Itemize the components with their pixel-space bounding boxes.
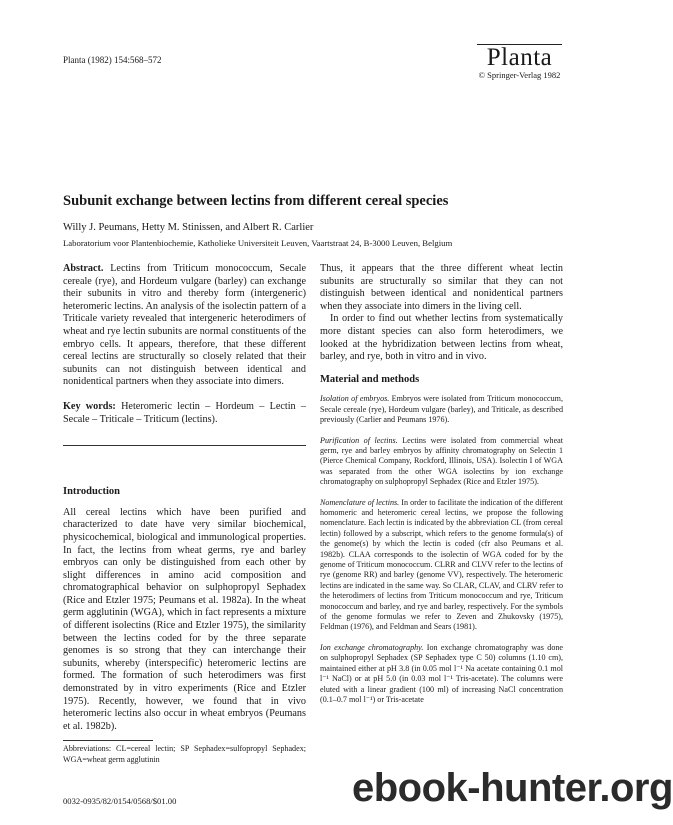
keywords-label: Key words:	[63, 400, 116, 412]
left-column	[63, 263, 306, 765]
introduction-text: All cereal lectins which have been purified and characterized to date have very similar biochemical, physicochemical, biological and immunological properties. In fact, the lectins from wheat germs, rye and barley embryos can only be distinguished from each other by slight differences in amino acid composition and chromatographical behavior on sulphopropyl Sephadex (Rice and Etzler 1975; Peumans et al. 1982a). In the wheat germ agglutinin (WGA), which in fact represents a mixture of different isolectins (Rice and Etzler 1975), the similarity between the lectins coded for by the three separate genomes is so strong that they can interchange their subunits, whereby (interspecific) heteromeric lectins are formed. The formation of such heterodimers was first demonstrated by in vitro experiments (Rice and Etzler 1975). Recently, however, we found that in vivo heteromeric lectins also occur in wheat embryos (Peumans et al. 1982b).	[63, 506, 306, 732]
methods-purification	[320, 436, 563, 488]
body-paragraph-1: Thus, it appears that the three different wheat lectin subunits are structurally so similar that they can not distinguish between identical and nonidentical partners when they associate into dimers in the living cell.	[320, 263, 563, 312]
paragraph-gap	[320, 488, 563, 498]
methods-heading: Material and methods	[320, 373, 420, 385]
copyright-notice: © Springer-Verlag 1982	[478, 70, 561, 80]
right-column	[320, 263, 563, 705]
journal-citation: Planta (1982) 154:568–572	[63, 55, 162, 65]
purification-label: Purification of lectins.	[320, 435, 398, 445]
nomenclature-label: Nomenclature of lectins.	[320, 497, 400, 507]
logo-wordmark: Planta	[486, 44, 553, 71]
abstract-label: Abstract.	[63, 263, 104, 274]
issn-code: 0032-0935/82/0154/0568/$01.00	[63, 796, 177, 806]
methods-nomenclature	[320, 498, 563, 633]
nomenclature-text: In order to facilitate the indication of the different homomeric and heteromeric cereal lectins, we propose the following nomenclature. Each lectin is indicated by the abbreviation CL (from cereal lectin) followed by a subscript, which refers to the genome formula(s) of the genome(s) by which the lectin is coded (cfr also Peumans et al. 1982b). CLAA corresponds to the isolectin of WGA coded for by the genome of Triticum monococcum. CLRR and CLVV refer to the lectins of rye (genome RR) and barley (genome VV), respectively. The heteromeric lectins are indicated in the same way. So CLAR, CLAV, and CLRV refer to the heterodimers of lectins from Triticum monococcum and rye, Triticum monococcum and barley, and rye and barley, respectively. For the symbols of the genome formulas we refer to Zeven and Zhukovsky (1975), Feldman (1976), and Feldman and Sears (1981).	[320, 497, 563, 632]
abstract-paragraph	[63, 263, 306, 389]
methods-isolation	[320, 394, 563, 425]
article-title: Subunit exchange between lectins from different cereal species	[63, 193, 449, 209]
section-gap	[320, 364, 563, 374]
watermark: ebook-hunter.org	[352, 766, 673, 810]
footnote-abbreviations: Abbreviations: CL=cereal lectin; SP Sephadex=sulfopropyl Sephadex; WGA=wheat germ agglutinin	[63, 744, 306, 764]
abstract-separator	[63, 445, 306, 446]
journal-logo	[477, 44, 562, 80]
methods-ion-exchange	[320, 643, 563, 705]
footnote-rule	[63, 740, 153, 741]
ion-exchange-text: Ion exchange chromatography was done on sulphopropyl Sephadex (SP Sephadex type C 50) columns (1.10 cm), maintained either at pH 3.8 (in 0.05 mol l⁻¹ Na acetate containing 0.1 mol l⁻¹ NaCl) or at pH 5.0 (in 0.03 mol l⁻¹ Tris-acetate). The columns were eluted with a linear gradient (100 ml) of increasing NaCl concentration (0.1–0.7 mol l⁻¹) or Tris-acetate	[320, 642, 564, 704]
body-paragraph-2: In order to find out whether lectins from systematically more distant species can also form heterodimers, we looked at the hybridization between lectins from wheat, barley, and rye, both in vitro and in vivo.	[320, 313, 563, 363]
isolation-label: Isolation of embryos.	[320, 394, 390, 404]
introduction-heading: Introduction	[63, 486, 120, 498]
purification-text: Lectins were isolated from commercial wheat germ, rye and barley embryos by affinity chromatography on Selectin 1 (Pierce Chemical Company, Rockford, Illinois, USA). Isolectin I of WGA was separated from the other WGA isolectins by ion exchange chromatography on sulphopropyl Sephadex (Rice and Etzler 1975).	[320, 435, 563, 487]
paragraph-gap	[320, 426, 563, 436]
author-list: Willy J. Peumans, Hetty M. Stinissen, and Albert R. Carlier	[63, 222, 314, 233]
abstract-text: Lectins from Triticum monococcum, Secale cereale (rye), and Hordeum vulgare (barley) can exchange their subunits in vitro and thereby form (intergeneric) heteromeric lectins. An analysis of the isolectin pattern of a Triticale variety revealed that intergeneric heterodimers of wheat and rye lectin subunits are normal constituents of the embryo cells. It appears, therefore, that these different cereal lectins are structurally so closely related that their subunits can not distinguish between identical and nonidentical partners when they associate into dimers.	[63, 263, 306, 388]
ion-exchange-label: Ion exchange chromatography.	[320, 642, 424, 652]
keywords-paragraph	[63, 401, 306, 426]
paragraph-gap	[320, 633, 563, 643]
keywords-text: Heteromeric lectin – Hordeum – Lectin – Secale – Triticale – Triticum (lectins).	[63, 400, 306, 425]
affiliation: Laboratorium voor Plantenbiochemie, Katholieke Universiteit Leuven, Vaartstraat 24, B-3000 Leuven, Belgium	[63, 238, 453, 248]
isolation-text: Embryos were isolated from Triticum monococcum, Secale cereale (rye), Hordeum vulgare (barley), and Triticale, as described previously (Carlier and Peumans 1976).	[320, 394, 563, 425]
